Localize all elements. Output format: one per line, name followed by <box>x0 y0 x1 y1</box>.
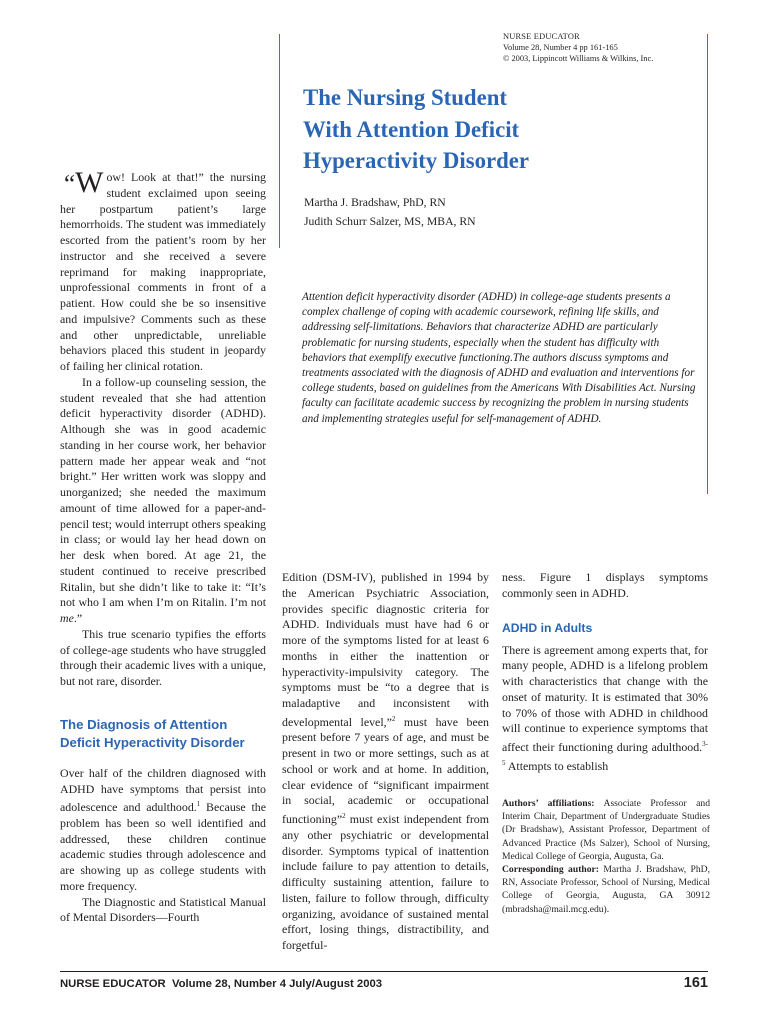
author-list <box>304 193 694 231</box>
author-affiliations <box>502 797 710 916</box>
drop-quote: “W <box>64 166 104 199</box>
paragraph: The Diagnostic and Statistical Manual of Mental Disorders—Fourth <box>60 894 266 925</box>
abstract: Attention deficit hyperactivity disorder (ADHD) in college-age students presents a complex challenge of coping with academic coursework, refining life skills, and addressing self-limitations. Behaviors that characterize ADHD are particularly problematic for nursing students, especially when the student has difficulty with behaviors that exemplify executive functioning.The authors discuss symptoms and treatments associated with the diagnosis of ADHD and evaluation and interventions for college students, based on guidelines from the Americans With Disabilities Act. Nursing faculty can facilitate academic success by recognizing the problem in nursing students and implementing strategies useful for self-management of ADHD. <box>302 291 696 425</box>
body-column-3 <box>502 570 708 774</box>
volume-info: Volume 28, Number 4 pp 161-165 <box>503 43 618 52</box>
article-title <box>303 82 703 177</box>
opening-paragraph: “W ow! Look at that!” the nursing student exclaimed upon seeing her postpartum patient’s large hemorrhoids. The student was immediately escorted from the patient’s room by her instructor and she received a severe reprimand for making inappropriate, unprofessional comments in front of a patient. How could she be so insensitive and impulsive? Comments such as these and other unpredictable, unreliable behaviors placed this student in jeopardy of failing her clinical rotation. <box>60 166 266 373</box>
journal-header <box>503 31 703 64</box>
paragraph: Edition (DSM-IV), published in 1994 by the American Psychiatric Association, provides specific diagnostic criteria for ADHD. Individuals must have had 6 or more of the symptoms listed for at least 6 months in either the inattention or hyperactivity-impulsivity category. The symptoms must be “to a degree that is maladaptive and inconsistent with developmental level,”$^2$ must have been present before 7 years of age, and must be present in two or more settings, such as at school or work and at home. In addition, clear evidence of “significant impairment in social, academic or occupational functioning”$^2$ must exist independent from any other psychiatric or developmental disorder. Symptoms typical of inattention include failure to pay attention to details, difficulty sustaining attention, failure to listen, failure to follow through, difficulty organizing, avoidance of sustained mental effort, losing things, distractibility, and forgetful- <box>282 570 490 953</box>
footer-journal: NURSE EDUCATOR Volume 28, Number 4 July/August 2003 <box>60 978 383 990</box>
corresponding-author: Corresponding author: Martha J. Bradshaw, PhD, RN, Associate Professor, School of Nursing, Medical College of Georgia, Augusta, GA 30912 (mbradsha@mail.mcg.edu). <box>502 864 711 915</box>
vertical-rule-left <box>279 34 280 248</box>
section-heading: The Diagnosis of Attention Deficit Hyperactivity Disorder <box>60 716 245 750</box>
affiliations: Authors’ affiliations: Associate Professor and Interim Chair, Department of Undergraduate Studies (Dr Bradshaw), Assistant Professor, Department of Advanced Practice (Ms Salzer), School of Nursing, Medical College of Georgia, Augusta, Ga. <box>502 798 710 862</box>
page-number: 161 <box>683 975 708 991</box>
title-line: The Nursing Student <box>303 85 507 110</box>
paragraph: This true scenario typifies the efforts of college-age students who have struggled through their academic lives with a unique, but not rare, disorder. <box>60 626 266 688</box>
title-line: Hyperactivity Disorder <box>303 148 530 173</box>
subheading: ADHD in Adults <box>502 620 593 635</box>
paragraph: ness. Figure 1 displays symptoms commonly seen in ADHD. <box>502 570 708 600</box>
paragraph: There is agreement among experts that, for many people, ADHD is a lifelong problem with characteristics that change with the onset of maturity. It is estimated that 30% to 70% of those with ADHD in childhood will continue to experience symptoms that affect their functioning during adulthood.$^{3-5}$ Attempts to establish <box>502 642 708 773</box>
author: Judith Schurr Salzer, MS, MBA, RN <box>304 215 476 228</box>
author: Martha J. Bradshaw, PhD, RN <box>304 196 446 209</box>
paragraph: In a follow-up counseling session, the student revealed that she had attention deficit hyperactivity disorder (ADHD). Although she was in good academic standing in her course work, her behavior pattern made her appear weak and “not bright.” Her written work was sloppy and unorganized; she needed the maximum amount of time allowed for a paper-and-pencil test; would interrupt others speaking in class; or would lay her head down on her desk when bored. At age 21, the student continued to receive prescribed Ritalin, but she didn’t like to take it: “It’s not who I am when I’m on Ritalin. I’m not me.” <box>60 374 266 625</box>
body-column-1 <box>60 166 267 926</box>
footer-rule <box>60 971 708 972</box>
body-column-2 <box>282 570 489 954</box>
copyright: © 2003, Lippincott Williams & Wilkins, Inc. <box>503 54 654 63</box>
journal-name: NURSE EDUCATOR <box>503 32 580 41</box>
vertical-rule-right <box>707 34 708 494</box>
paragraph: Over half of the children diagnosed with ADHD have symptoms that persist into adolescence and adulthood.$^1$ Because the problem has been so well identified and addressed, these children continue academic studies through adolescence and are showing up as college students with more frequency. <box>60 765 267 893</box>
title-line: With Attention Deficit <box>303 116 520 142</box>
